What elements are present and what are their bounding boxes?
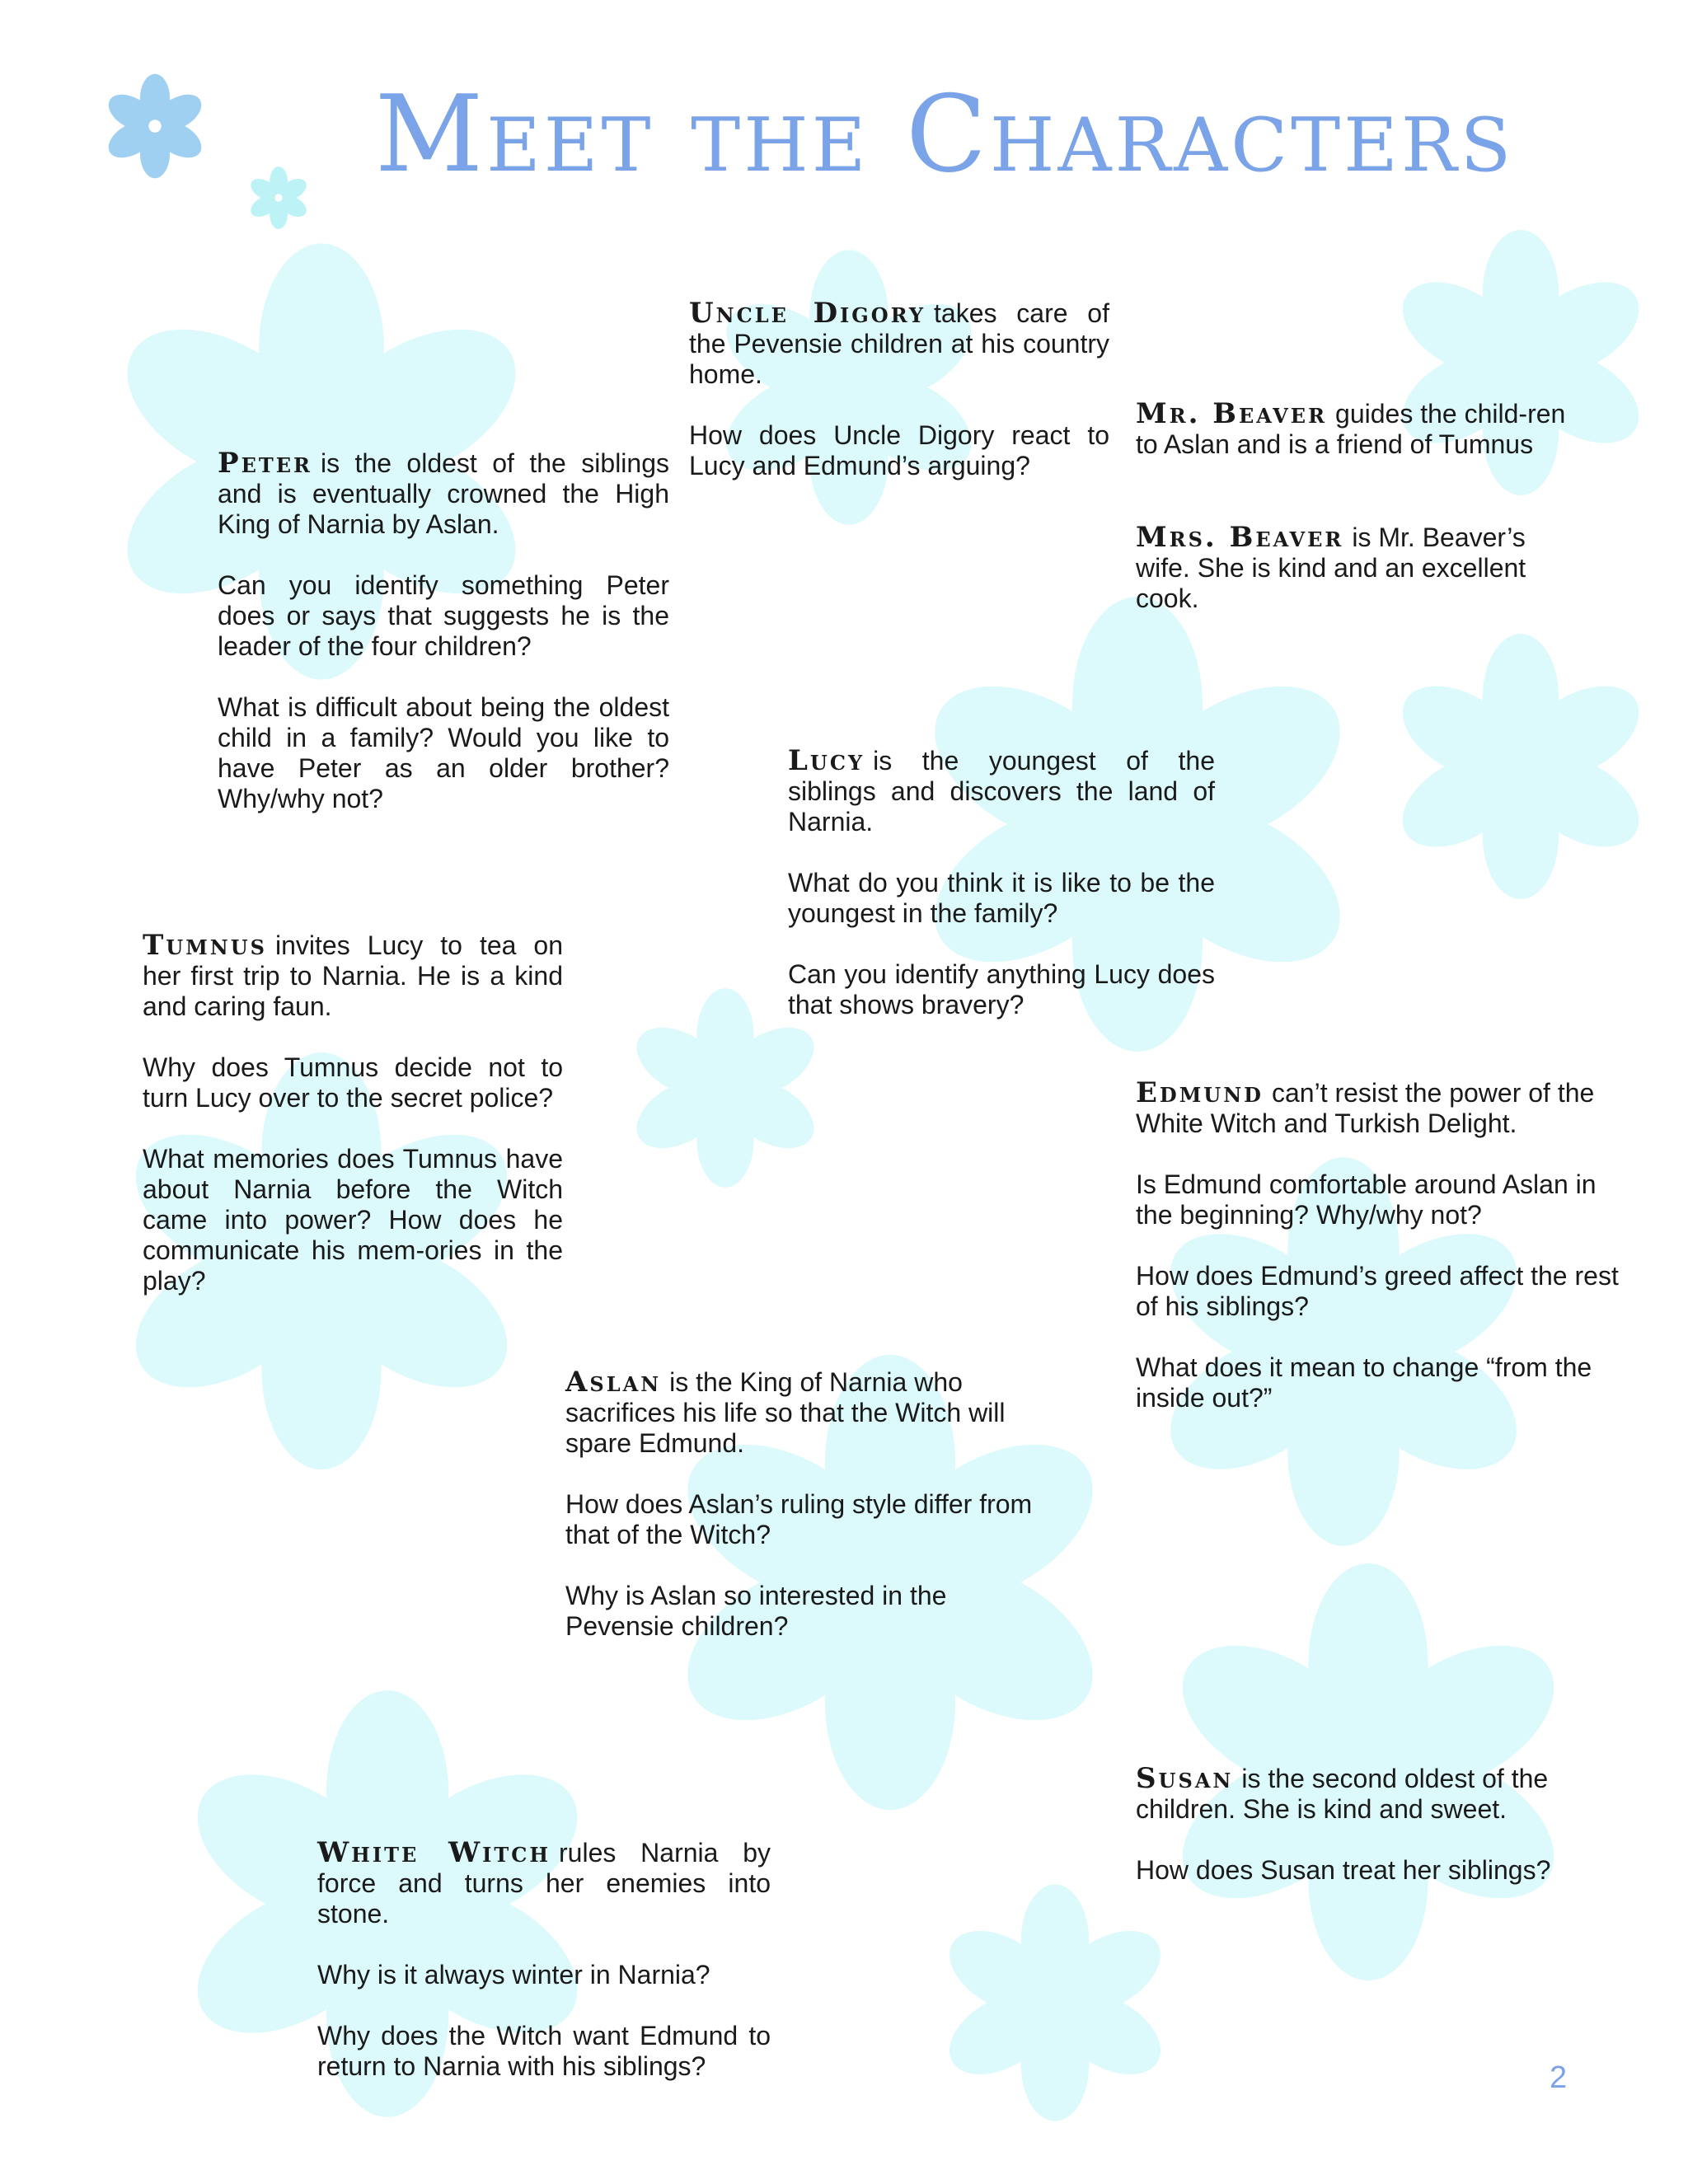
character-edmund bbox=[1136, 1078, 1630, 1413]
character-tumnus bbox=[143, 930, 563, 1296]
question: What is difficult about being the oldest child in a family? Would you like to have Peter as an older brother? Why/why not? bbox=[218, 692, 669, 813]
question: Why does the Witch want Edmund to return to Narnia with his siblings? bbox=[317, 2021, 771, 2081]
character-name: Edmund bbox=[1136, 1076, 1264, 1109]
character-name: Mrs. Beaver bbox=[1136, 521, 1344, 554]
question: What memories does Tumnus have about Narnia before the Witch came into power? How does he communicate his mem-ories in the play? bbox=[143, 1144, 563, 1296]
question: What does it mean to change “from the inside out?” bbox=[1136, 1352, 1592, 1413]
character-mrs-beaver bbox=[1136, 523, 1581, 614]
character-lucy bbox=[788, 746, 1215, 1020]
character-description: rules Narnia by force and turns her enemies into stone. bbox=[317, 1838, 771, 1929]
question: How does Edmund’s greed affect the rest of his siblings? bbox=[1136, 1261, 1619, 1321]
snowflake-icon bbox=[247, 166, 311, 229]
character-description: invites Lucy to tea on her first trip to Narnia. He is a kind and caring faun. bbox=[143, 930, 563, 1021]
question: How does Uncle Digory react to Lucy and Edmund’s arguing? bbox=[689, 420, 1109, 480]
question: How does Aslan’s ruling style differ from that of the Witch? bbox=[565, 1489, 1033, 1549]
question: Can you identify anything Lucy does that shows bravery? bbox=[788, 959, 1215, 1019]
character-aslan bbox=[565, 1367, 1035, 1642]
character-name: Mr. Beaver bbox=[1136, 397, 1328, 430]
character-name: White Witch bbox=[317, 1836, 551, 1869]
question: What do you think it is like to be the youngest in the family? bbox=[788, 868, 1215, 928]
question: Why does Tumnus decide not to turn Lucy over to the secret police? bbox=[143, 1052, 563, 1113]
snowflake-icon bbox=[102, 74, 208, 179]
character-name: Susan bbox=[1136, 1762, 1234, 1795]
character-white-witch bbox=[317, 1838, 771, 2082]
question: Why is it always winter in Narnia? bbox=[317, 1960, 710, 1990]
question: Why is Aslan so interested in the Pevensie children? bbox=[565, 1581, 947, 1641]
character-description: takes care of the Pevensie children at his country home. bbox=[689, 298, 1109, 389]
character-description: can’t resist the power of the White Witch and Turkish Delight. bbox=[1136, 1078, 1595, 1138]
question: Can you identify something Peter does or says that suggests he is the leader of the four children? bbox=[218, 570, 669, 661]
character-description: is the second oldest of the children. She is kind and sweet. bbox=[1136, 1764, 1549, 1824]
character-mr-beaver bbox=[1136, 399, 1581, 460]
character-susan bbox=[1136, 1764, 1622, 1886]
page-title: Meet the Characters bbox=[375, 73, 1515, 196]
character-description: is the oldest of the siblings and is eventually crowned the High King of Narnia by Aslan. bbox=[218, 448, 669, 539]
question: Is Edmund comfortable around Aslan in the beginning? Why/why not? bbox=[1136, 1169, 1597, 1230]
character-name: Uncle Digory bbox=[689, 297, 926, 330]
character-name: Aslan bbox=[565, 1366, 662, 1399]
character-description: is the King of Narnia who sacrifices his life so that the Witch will spare Edmund. bbox=[565, 1367, 1006, 1458]
character-name: Lucy bbox=[788, 744, 865, 777]
character-uncle-digory bbox=[689, 298, 1109, 481]
character-description: is Mr. Beaver’s wife. She is kind and an excellent cook. bbox=[1136, 523, 1526, 613]
character-name: Peter bbox=[218, 447, 312, 480]
snowflake-shape bbox=[1386, 634, 1654, 899]
character-description: guides the child-ren to Aslan and is a friend of Tumnus bbox=[1136, 399, 1566, 459]
character-peter bbox=[218, 448, 669, 814]
character-description: is the youngest of the siblings and discovers the land of Narnia. bbox=[788, 746, 1215, 837]
page-number: 2 bbox=[1550, 2060, 1568, 2095]
snowflake-shape bbox=[935, 1884, 1175, 2121]
character-name: Tumnus bbox=[143, 929, 267, 962]
question: How does Susan treat her siblings? bbox=[1136, 1855, 1551, 1885]
